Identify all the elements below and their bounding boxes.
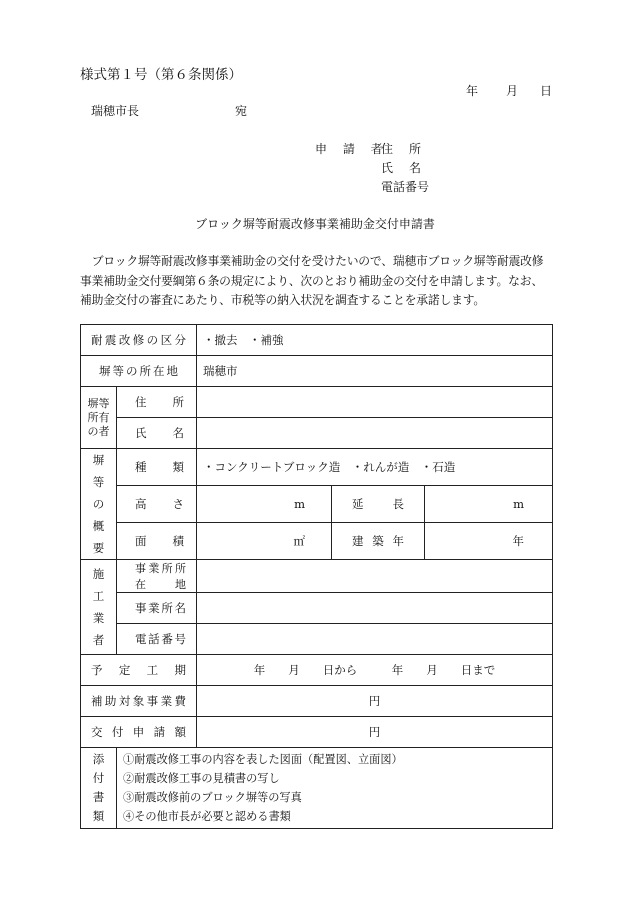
row-office-name: [81, 593, 553, 624]
document-title: ブロック塀等耐震改修事業補助金交付申請書: [195, 217, 435, 231]
attachments-label: 添付書類: [81, 748, 117, 829]
applicant-name-label: 氏 名: [381, 161, 424, 175]
row-attachments: [81, 748, 553, 829]
form-number: 様式第１号（第６条関係）: [80, 67, 242, 83]
date-day: 日: [540, 84, 553, 98]
location-value[interactable]: 瑞穂市: [197, 356, 553, 387]
category-label: 耐震改修の区分: [81, 325, 197, 356]
attachment-item: ①耐震改修工事の内容を表した図面（配置図、立面図）: [123, 753, 403, 766]
date-year: 年: [466, 84, 479, 98]
type-value[interactable]: ・コンクリートブロック造 ・れんが造 ・石造: [197, 449, 553, 486]
eligible-cost-label: 補助対象事業費: [81, 686, 197, 717]
row-request-amount: [81, 717, 553, 748]
owner-address-label: 住 所: [117, 387, 197, 418]
request-amount-field[interactable]: 円: [197, 717, 553, 748]
row-owner-address: [81, 387, 553, 418]
date-month: 月: [506, 84, 519, 98]
row-category: [81, 325, 553, 356]
owner-address-field[interactable]: [197, 387, 553, 418]
request-amount-label: 交付申請額: [81, 717, 197, 748]
application-form-table: [80, 324, 553, 829]
attachment-item: ③耐震改修前のブロック塀等の写真: [123, 791, 302, 804]
attachment-item: ④その他市長が必要と認める書類: [123, 810, 291, 823]
applicant-phone-label: 電話番号: [381, 180, 430, 194]
office-name-label: 事業所名: [117, 593, 197, 624]
owner-name-label: 氏 名: [117, 418, 197, 449]
attachment-item: ②耐震改修工事の見積書の写し: [123, 772, 280, 785]
length-field[interactable]: m: [425, 486, 553, 523]
date-line: [466, 82, 552, 99]
location-label: 塀等の所在地: [81, 356, 197, 387]
type-label: 種 類: [117, 449, 197, 486]
contractor-group-label: 施工業者: [81, 560, 117, 655]
office-name-field[interactable]: [197, 593, 553, 624]
build-year-label: 建築年: [332, 523, 425, 560]
contractor-phone-label: 電話番号: [117, 624, 197, 655]
eligible-cost-field[interactable]: 円: [197, 686, 553, 717]
contractor-phone-field[interactable]: [197, 624, 553, 655]
row-owner-name: [81, 418, 553, 449]
addressee: 瑞穂市長: [91, 104, 140, 118]
row-location: [81, 356, 553, 387]
row-office-location: [81, 560, 553, 593]
addressee-suffix: 宛: [235, 104, 248, 118]
summary-group-label: 塀等の概要: [81, 449, 117, 560]
row-area-year: [81, 523, 553, 560]
area-field[interactable]: ㎡: [197, 523, 332, 560]
length-label: 延 長: [332, 486, 425, 523]
body-text: ブロック塀等耐震改修事業補助金の交付を受けたいので、瑞穂市ブロック塀等耐震改修事業補助金交付要綱第６条の規定により、次のとおり補助金の交付を申請します。なお、補助金交付の審査にあたり、市税等の納入状況を調査することを承諾します。: [80, 254, 544, 307]
area-label: 面 積: [117, 523, 197, 560]
height-field[interactable]: m: [197, 486, 332, 523]
category-value[interactable]: ・撤去 ・補強: [197, 325, 553, 356]
owner-name-field[interactable]: [197, 418, 553, 449]
applicant-address-label: 住 所: [381, 142, 424, 156]
build-year-field[interactable]: 年: [425, 523, 553, 560]
row-type: [81, 449, 553, 486]
row-eligible-cost: [81, 686, 553, 717]
office-location-label: 事業所所在地: [117, 560, 197, 593]
office-location-field[interactable]: [197, 560, 553, 593]
row-height-length: [81, 486, 553, 523]
applicant-label: 申 請 者: [315, 142, 389, 156]
row-schedule: [81, 655, 553, 686]
schedule-value[interactable]: 年 月 日から 年 月 日まで: [197, 655, 553, 686]
schedule-label: 予定工期: [81, 655, 197, 686]
owner-group-label: 塀等所有の者: [81, 387, 117, 449]
row-contractor-phone: [81, 624, 553, 655]
height-label: 高 さ: [117, 486, 197, 523]
attachments-list: [117, 748, 553, 829]
